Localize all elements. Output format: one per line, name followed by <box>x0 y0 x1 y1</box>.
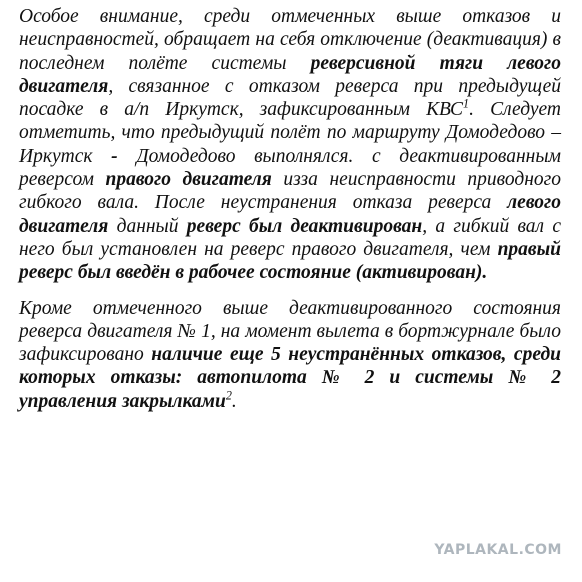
footnote-mark: 2 <box>225 388 232 403</box>
bold-text: левого двигателя <box>19 192 561 237</box>
text-span: Домодедово выполнялся. с деактивированным реверсом <box>19 145 561 191</box>
bold-text: - <box>111 145 118 167</box>
text-span: Особое внимание, среди отмеченных выше отказов и неисправностей, обращает на себя отключение (деактивация) в последнем полёте системы <box>19 6 561 74</box>
bold-text: наличие еще 5 неустранённых отказов, среди которых отказы: автопилота № 2 и системы № 2 управления закрылками <box>19 344 562 412</box>
bold-text: реверсивной тяги левого двигателя <box>19 52 561 97</box>
text-span: , связанное с отказом реверса при предыдущей посадке в а/п Иркутск, зафиксированным КВС <box>19 75 561 121</box>
text-span: данный <box>108 215 187 237</box>
text-span: Кроме отмеченного выше деактивированного состояния реверса двигателя № 1, на момент вылета в бортжурнале было зафиксировано <box>19 297 561 366</box>
footnote-mark: 1 <box>463 96 470 111</box>
watermark-logo: YAPLAKAL.COM <box>434 542 562 558</box>
paragraph-1 <box>19 5 561 285</box>
text-span: . <box>231 390 237 412</box>
document-body <box>19 5 561 413</box>
text-span: , а гибкий вал с него был установлен на реверс правого двигателя, чем <box>19 215 561 260</box>
text-span: изза неисправности приводного гибкого вала. После неустранения отказа реверса <box>19 169 561 214</box>
bold-text: правого двигателя <box>105 169 272 191</box>
bold-text: реверс был деактивирован <box>186 215 423 237</box>
paragraph-2 <box>19 297 561 413</box>
bold-text: правый реверс был введён в рабочее состояние (активирован). <box>19 238 561 284</box>
text-span: . Следует отметить, что предыдущий полёт по маршруту Домодедово – Иркутск <box>19 99 561 167</box>
